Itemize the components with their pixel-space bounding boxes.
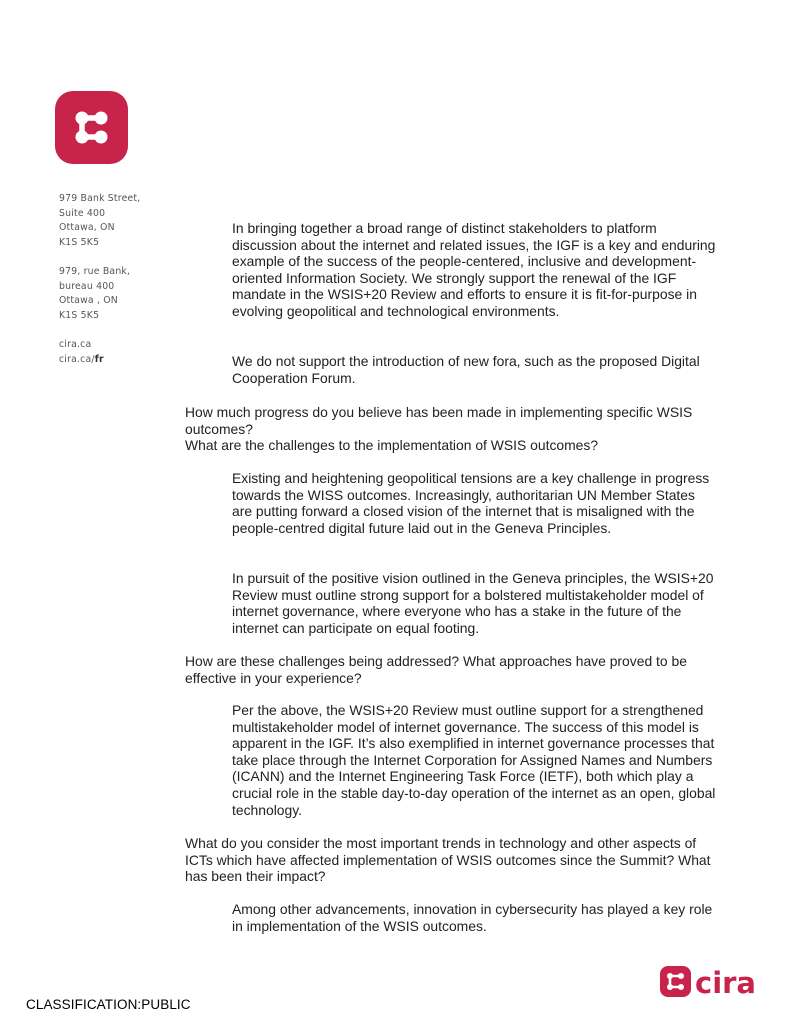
address-line: bureau 400 [59,280,115,292]
address-line: K1S 5K5 [59,236,100,248]
address-english [59,192,179,250]
answer-paragraph: In pursuit of the positive vision outlined in the Geneva principles, the WSIS+20 Review must outline strong support for a bolstered multistakeholder model of internet governance, where everyone who has a stake in the future of the internet can participate on equal footing. [232,570,714,636]
address-french [59,265,179,323]
question-paragraph: What are the challenges to the implementation of WSIS outcomes? [185,437,599,453]
website-link-french[interactable] [59,353,179,368]
answer-paragraph: In bringing together a broad range of distinct stakeholders to platform discussion about the internet and related issues, the IGF is a key and enduring example of the success of the people-centered, inclusive and development-oriented Information Society. We strongly support the renewal of the IGF mandate in the WSIS+20 Review and efforts to ensure it is fit-for-purpose in evolving geopolitical and technological environments. [232,220,716,319]
address-line: 979, rue Bank, [59,265,131,277]
answer-paragraph: We do not support the introduction of new fora, such as the proposed Digital Cooperation Forum. [232,353,700,386]
cira-footer-logo [658,962,758,1002]
website-link[interactable]: cira.ca [59,338,92,350]
address-line: Ottawa , ON [59,295,118,307]
address-line: 979 Bank Street, [59,193,141,204]
question-paragraph: What do you consider the most important trends in technology and other aspects of ICTs which have affected implementation of WSIS outcomes since the Summit? What has been their impact? [185,835,711,885]
cira-logo-icon [55,91,128,164]
classification-label: CLASSIFICATION:PUBLIC [26,997,191,1012]
footer-brand-wordmark: cira [695,966,757,1000]
answer-paragraph: Among other advancements, innovation in cybersecurity has played a key role in implementation of the WSIS outcomes. [232,901,713,934]
question-paragraph: How much progress do you believe has been made in implementing specific WSIS outcomes? [185,404,693,437]
answer-paragraph: Existing and heightening geopolitical tensions are a key challenge in progress towards the WISS outcomes. Increasingly, authoritarian UN Member States are putting forward a closed vision of the internet that is misaligned with the people-centred digital future laid out in the Geneva Principles. [232,470,710,536]
answer-paragraph: Per the above, the WSIS+20 Review must outline support for a strengthened multistakeholder model of internet governance. The success of this model is apparent in the IGF. It’s also exemplified in internet governance processes that take place through the Internet Corporation for Assigned Names and Numbers (ICANN) and the Internet Engineering Task Force (IETF), both which play a crucial role in the stable day-to-day operation of the internet as an open, global technology. [232,702,716,818]
cira-logo-mark-icon [660,966,691,997]
website-fr-suffix: fr [94,353,104,365]
question-paragraph: How are these challenges being addressed? What approaches have proved to be effective in your experience? [185,653,687,686]
web-links [59,338,179,367]
address-line: Ottawa, ON [59,222,115,234]
website-fr-prefix: cira.ca/ [59,353,95,365]
address-line: Suite 400 [59,207,106,219]
address-line: K1S 5K5 [59,309,100,321]
address-block [59,192,179,367]
